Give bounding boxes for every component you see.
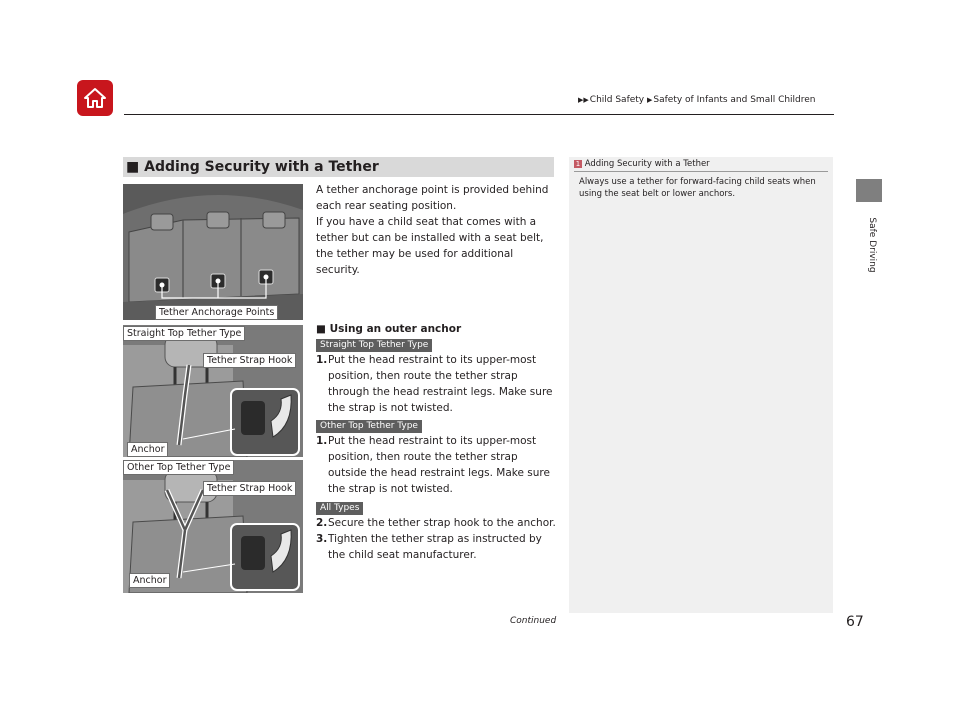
- tag-all-types: All Types: [316, 502, 363, 515]
- subsection-square-icon: ■: [316, 323, 326, 335]
- label-anchor: Anchor: [127, 442, 168, 457]
- label-anchor: Anchor: [129, 573, 170, 588]
- step-text: Put the head restraint to its upper-most position, then route the tether strap outside the head restraint legs. Make sure the strap is not twisted.: [328, 435, 550, 495]
- continued-label: Continued: [510, 616, 557, 626]
- subsection-title: ■ Using an outer anchor: [316, 323, 462, 335]
- step-straight-1: [316, 352, 554, 416]
- step-text: Tighten the tether strap as instructed by the child seat manufacturer.: [328, 533, 542, 561]
- step-number: 2.: [316, 517, 328, 529]
- breadcrumb-arrow-icon: ▶: [647, 96, 653, 104]
- figure-tether-anchorage-points: [123, 184, 303, 320]
- step-all-2: [316, 515, 556, 531]
- step-text: Secure the tether strap hook to the anchor.: [328, 517, 556, 529]
- label-other-top-tether-type: Other Top Tether Type: [123, 460, 234, 475]
- home-icon: [83, 87, 107, 109]
- side-note-title: 1 Adding Security with a Tether: [575, 159, 710, 169]
- straight-tether-illustration: [123, 325, 303, 457]
- side-note-panel: [569, 157, 833, 613]
- intro-paragraph-1: A tether anchorage point is provided behind each rear seating position.: [316, 184, 549, 212]
- step-number: 3.: [316, 533, 328, 545]
- label-straight-top-tether-type: Straight Top Tether Type: [123, 326, 245, 341]
- label-tether-strap-hook: Tether Strap Hook: [203, 481, 296, 496]
- step-number: 1.: [316, 435, 328, 447]
- step-other-1: [316, 433, 554, 497]
- cargo-area-illustration: [123, 184, 303, 320]
- breadcrumb-arrow-icon: ▶▶: [578, 96, 589, 104]
- step-all-3: [316, 531, 556, 563]
- side-note-text: Always use a tether for forward-facing child seats when using the seat belt or lower anchors.: [579, 177, 816, 199]
- breadcrumb: [578, 95, 816, 105]
- breadcrumb-item-child-safety[interactable]: Child Safety: [589, 95, 645, 105]
- label-tether-strap-hook: Tether Strap Hook: [203, 353, 296, 368]
- side-note-divider: [574, 171, 828, 172]
- section-title: ■ Adding Security with a Tether: [126, 159, 379, 175]
- breadcrumb-item-safety-infants[interactable]: Safety of Infants and Small Children: [653, 95, 816, 105]
- section-square-icon: ■: [126, 159, 140, 175]
- side-tab-label: Safe Driving: [867, 217, 877, 273]
- side-tab-marker[interactable]: [856, 179, 882, 202]
- figure-straight-top-tether: [123, 325, 303, 457]
- intro-paragraph-2: If you have a child seat that comes with a tether but can be installed with a seat belt, the tether may be used for additional security.: [316, 216, 544, 276]
- tag-other-top-tether: Other Top Tether Type: [316, 420, 422, 433]
- step-number: 1.: [316, 354, 328, 366]
- tag-straight-top-tether: Straight Top Tether Type: [316, 339, 432, 352]
- step-text: Put the head restraint to its upper-most position, then route the tether strap through the head restraint legs. Make sure the strap is not twisted.: [328, 354, 553, 414]
- note-reference-icon: 1: [575, 159, 581, 168]
- page-number: 67: [846, 614, 864, 630]
- header-divider: [124, 114, 834, 115]
- label-tether-anchorage-points: Tether Anchorage Points: [155, 305, 278, 320]
- figure-other-top-tether: [123, 460, 303, 593]
- home-button[interactable]: [77, 80, 113, 116]
